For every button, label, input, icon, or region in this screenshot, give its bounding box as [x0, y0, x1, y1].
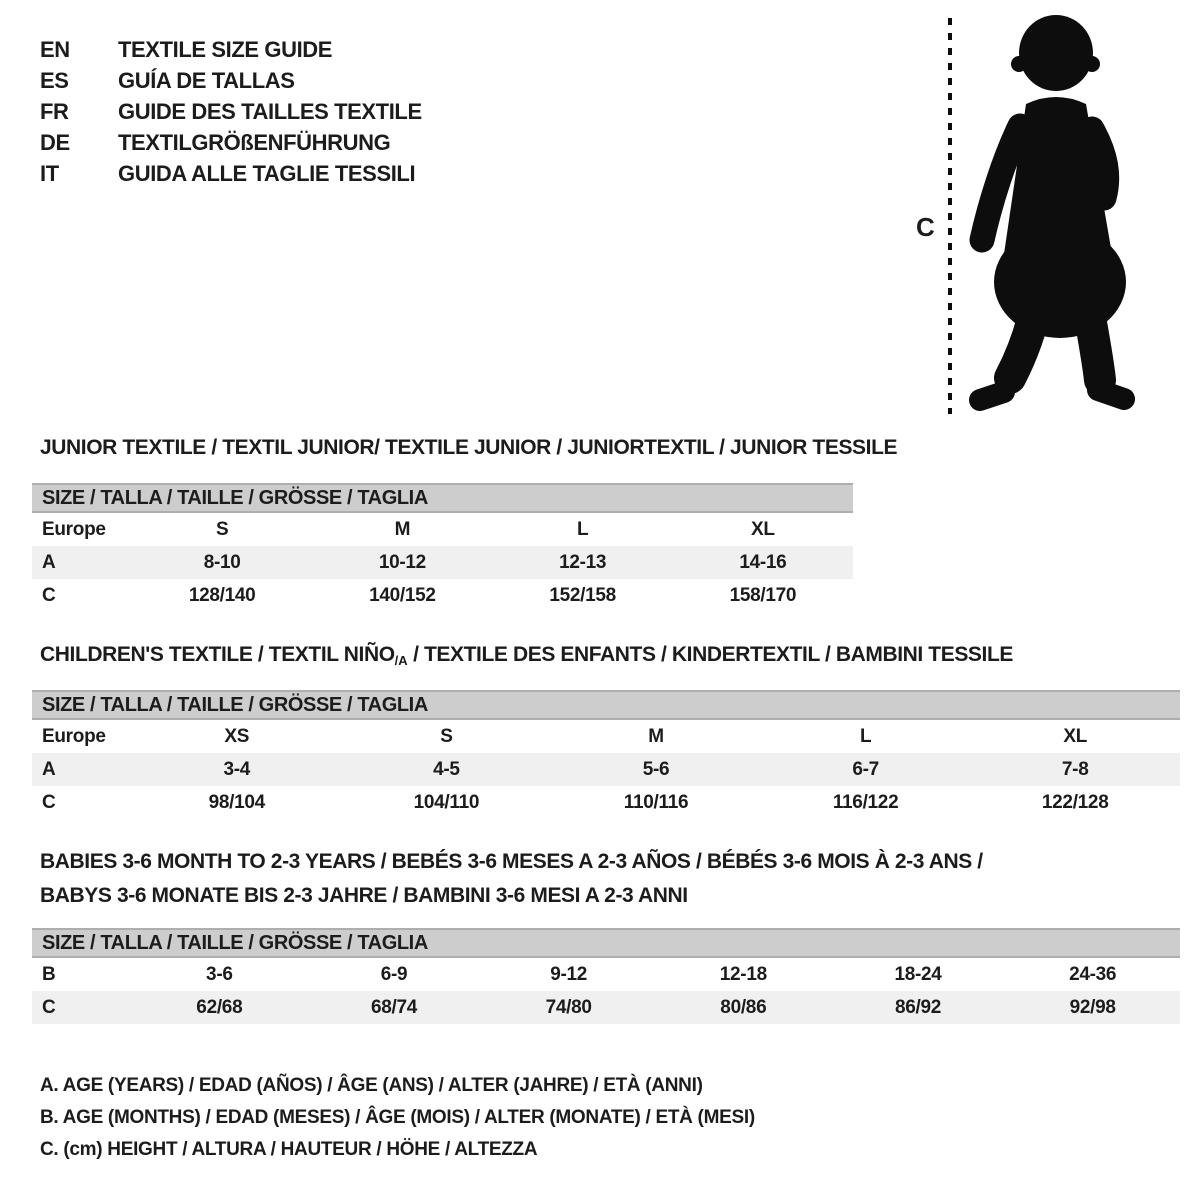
- babies-age-row: [32, 958, 1180, 991]
- age-cell: 5-6: [642, 759, 670, 780]
- size-cell: S: [440, 726, 453, 747]
- height-cell: 110/116: [623, 792, 689, 813]
- age-cell: 6-9: [380, 964, 408, 985]
- row-label-b: B: [42, 964, 56, 985]
- height-cell: 62/68: [196, 997, 243, 1018]
- age-cell: 3-6: [206, 964, 233, 985]
- age-cell: 4-5: [433, 759, 460, 780]
- children-height-row: [32, 786, 1180, 819]
- height-cell: 68/74: [370, 997, 418, 1018]
- children-size-header-bar: SIZE / TALLA / TAILLE / GRÖSSE / TAGLIA: [32, 690, 1180, 720]
- size-cell: L: [576, 519, 589, 540]
- height-cell: 98/104: [208, 792, 265, 813]
- junior-age-row: [32, 546, 853, 579]
- size-cell: M: [648, 726, 664, 747]
- language-title: GUIDE DES TAILLES TEXTILE: [118, 99, 422, 124]
- language-list: [40, 34, 422, 189]
- children-heading-rest: / TEXTILE DES ENFANTS / KINDERTEXTIL / BAMBINI TESSILE: [407, 643, 1014, 666]
- age-cell: 12-13: [559, 552, 607, 573]
- babies-height-row: [32, 991, 1180, 1024]
- age-cell: 8-10: [203, 552, 241, 573]
- age-cell: 7-8: [1061, 759, 1089, 780]
- junior-section-heading: JUNIOR TEXTILE / TEXTIL JUNIOR/ TEXTILE JUNIOR / JUNIORTEXTIL / JUNIOR TESSILE: [40, 436, 898, 459]
- legend-line-b: B. AGE (MONTHS) / EDAD (MESES) / ÂGE (MOIS) / ALTER (MONATE) / ETÀ (MESI): [40, 1107, 755, 1128]
- age-cell: 10-12: [378, 552, 426, 573]
- size-cell: S: [215, 519, 229, 540]
- row-label-c: C: [42, 585, 56, 606]
- babies-size-table: [32, 928, 1180, 1024]
- row-label-a: A: [42, 552, 56, 573]
- height-cell: 80/86: [720, 997, 767, 1018]
- row-label-a: A: [42, 759, 56, 780]
- row-label-c: C: [42, 792, 56, 813]
- babies-heading-line2: BABYS 3-6 MONATE BIS 2-3 JAHRE / BAMBINI 3-6 MESI A 2-3 ANNI: [40, 884, 688, 907]
- children-section-heading: [40, 643, 1013, 668]
- height-cell: 152/158: [549, 585, 616, 606]
- junior-size-table: [32, 483, 853, 612]
- language-code: FR: [40, 99, 69, 124]
- height-cell: 86/92: [894, 997, 942, 1018]
- height-cell: 158/170: [729, 585, 797, 606]
- age-cell: 24-36: [1069, 964, 1117, 985]
- language-code: ES: [40, 68, 69, 93]
- toddler-silhouette-figure: [940, 14, 1140, 418]
- height-cell: 128/140: [188, 585, 256, 606]
- height-cell: 140/152: [369, 585, 436, 606]
- junior-europe-row: [32, 513, 853, 546]
- children-heading-sub: /A: [394, 653, 408, 668]
- row-label-europe: Europe: [42, 519, 106, 540]
- babies-size-header-bar: SIZE / TALLA / TAILLE / GRÖSSE / TAGLIA: [32, 928, 1180, 958]
- size-cell: XL: [1063, 726, 1088, 747]
- size-cell: XL: [751, 519, 775, 540]
- size-cell: M: [394, 519, 411, 540]
- children-heading-main: CHILDREN'S TEXTILE / TEXTIL NIÑO: [40, 643, 395, 666]
- age-cell: 14-16: [739, 552, 787, 573]
- babies-section-heading: [40, 845, 983, 913]
- language-code: DE: [40, 130, 70, 155]
- age-cell: 6-7: [852, 759, 879, 780]
- legend-line-a: A. AGE (YEARS) / EDAD (AÑOS) / ÂGE (ANS) / ALTER (JAHRE) / ETÀ (ANNI): [40, 1075, 703, 1096]
- height-cell: 116/122: [832, 792, 899, 813]
- height-cell: 74/80: [545, 997, 592, 1018]
- language-title: TEXTILE SIZE GUIDE: [118, 37, 333, 62]
- children-europe-row: [32, 720, 1180, 753]
- age-cell: 3-4: [223, 759, 251, 780]
- legend-line-c: C. (cm) HEIGHT / ALTURA / HAUTEUR / HÖHE / ALTEZZA: [40, 1139, 538, 1160]
- height-cell: 104/110: [413, 792, 480, 813]
- language-code: EN: [40, 37, 70, 62]
- height-cell: 92/98: [1069, 997, 1116, 1018]
- language-title: GUIDA ALLE TAGLIE TESSILI: [118, 161, 416, 186]
- babies-heading-line1: BABIES 3-6 MONTH TO 2-3 YEARS / BEBÉS 3-6 MESES A 2-3 AÑOS / BÉBÉS 3-6 MOIS À 2-3 ANS /: [40, 850, 983, 873]
- toddler-silhouette: [980, 15, 1126, 400]
- size-cell: L: [859, 726, 872, 747]
- language-title: GUÍA DE TALLAS: [118, 68, 295, 93]
- age-cell: 18-24: [894, 964, 942, 985]
- legend: [40, 1070, 755, 1166]
- junior-size-header-bar: SIZE / TALLA / TAILLE / GRÖSSE / TAGLIA: [32, 483, 853, 513]
- junior-height-row: [32, 579, 853, 612]
- size-cell: XS: [224, 726, 250, 747]
- height-measure-label: C: [916, 212, 935, 242]
- age-cell: 12-18: [719, 964, 767, 985]
- children-age-row: [32, 753, 1180, 786]
- children-size-table: [32, 690, 1180, 819]
- row-label-europe: Europe: [42, 726, 106, 747]
- height-cell: 122/128: [1041, 792, 1109, 813]
- row-label-c: C: [42, 997, 56, 1018]
- language-title: TEXTILGRÖßENFÜHRUNG: [118, 130, 391, 155]
- language-code: IT: [40, 161, 59, 186]
- age-cell: 9-12: [550, 964, 588, 985]
